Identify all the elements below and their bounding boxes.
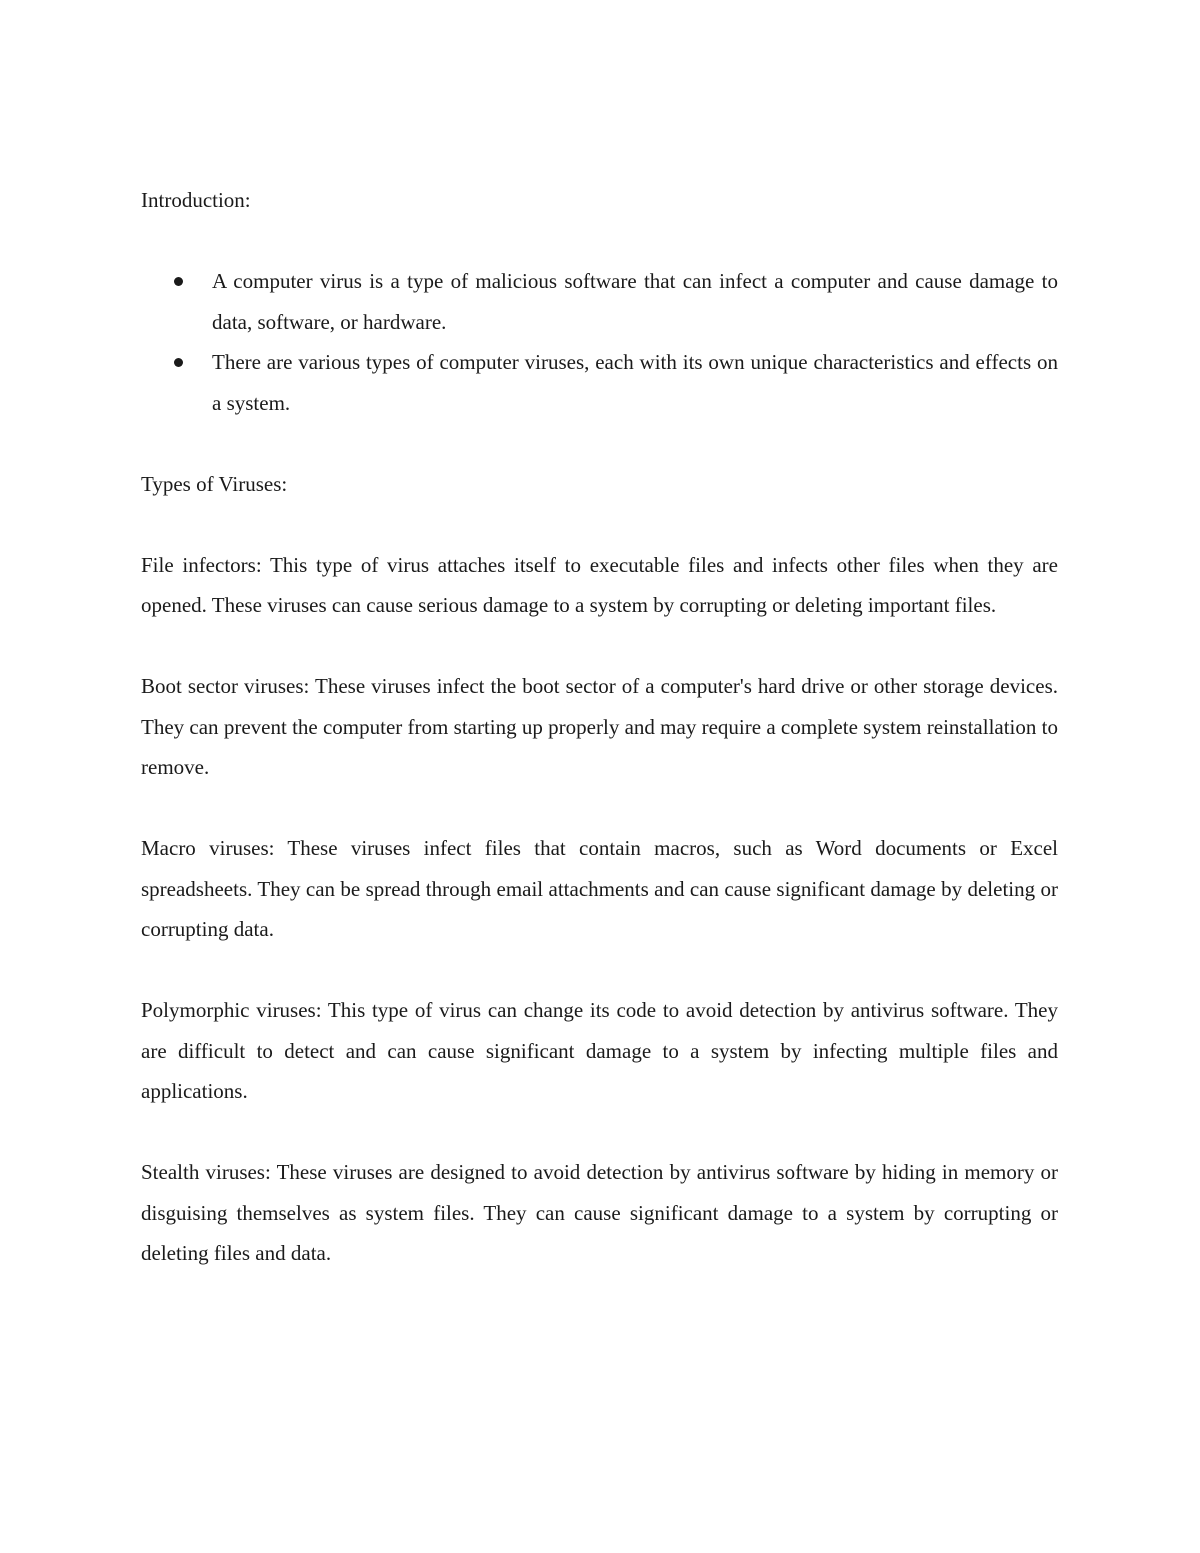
document-body bbox=[141, 180, 1058, 1274]
paragraph-polymorphic-viruses: Polymorphic viruses: This type of virus can change its code to avoid detection by antivirus software. They are difficult to detect and can cause significant damage to a system by infecting multiple files and applications. bbox=[141, 998, 1058, 1103]
bullet-icon bbox=[174, 277, 183, 286]
bullet-text: A computer virus is a type of malicious software that can infect a computer and cause damage to data, software, or hardware. bbox=[212, 269, 1058, 334]
bullet-icon bbox=[174, 358, 183, 367]
introduction-heading: Introduction: bbox=[141, 188, 251, 212]
paragraph-stealth-viruses: Stealth viruses: These viruses are designed to avoid detection by antivirus software by hiding in memory or disguising themselves as system files. They can cause significant damage to a system by corrupting or deleting files and data. bbox=[141, 1160, 1058, 1265]
list-item bbox=[141, 261, 1058, 342]
paragraph-file-infectors: File infectors: This type of virus attaches itself to executable files and infects other files when they are opened. These viruses can cause serious damage to a system by corrupting or deleting important files. bbox=[141, 552, 1058, 617]
bullet-text: There are various types of computer viruses, each with its own unique characteristics and effects on a system. bbox=[212, 350, 1058, 415]
list-item bbox=[141, 342, 1058, 423]
paragraph-macro-viruses: Macro viruses: These viruses infect files that contain macros, such as Word documents or Excel spreadsheets. They can be spread through email attachments and can cause significant damage by deleting or corrupting data. bbox=[141, 836, 1058, 941]
introduction-bullet-list bbox=[141, 261, 1058, 423]
types-heading: Types of Viruses: bbox=[141, 471, 288, 496]
paragraph-boot-sector-viruses: Boot sector viruses: These viruses infect the boot sector of a computer's hard drive or other storage devices. They can prevent the computer from starting up properly and may require a complete system reinstallation to remove. bbox=[141, 674, 1058, 779]
